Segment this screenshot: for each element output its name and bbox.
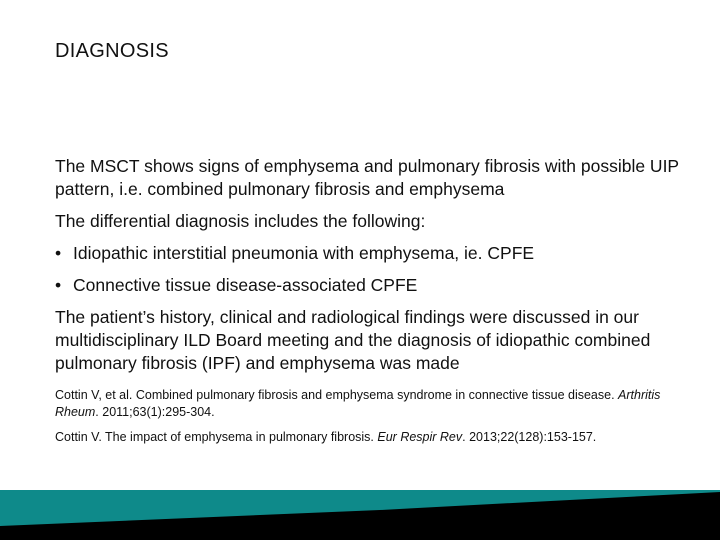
- reference-citation: . 2013;22(128):153-157.: [462, 430, 597, 444]
- reference-journal: Eur Respir Rev: [377, 430, 463, 444]
- reference-text: Cottin V, et al. Combined pulmonary fibrosis and emphysema syndrome in connective tissue disease.: [55, 388, 615, 402]
- slide-title: DIAGNOSIS: [55, 40, 169, 62]
- reference-journal: Arthritis Rheum: [55, 388, 661, 419]
- footer-decoration: [0, 490, 720, 540]
- bullet-text: Idiopathic interstitial pneumonia with emphysema, ie. CPFE: [73, 243, 535, 263]
- bullet-dot: •: [55, 243, 62, 263]
- reference-citation: . 2011;63(1):295-304.: [95, 405, 215, 419]
- paragraph-history: The patient’s history, clinical and radiological findings were discussed in our multidisciplinary ILD Board meeting and the diagnosis of idiopathic combined pulmonary fibrosis (IPF) and emphysema was made: [55, 307, 651, 373]
- slide-body: [55, 155, 685, 454]
- paragraph-msct: The MSCT shows signs of emphysema and pulmonary fibrosis with possible UIP pattern, i.e. combined pulmonary fibrosis and emphysema: [55, 156, 679, 199]
- reference-text: Cottin V. The impact of emphysema in pulmonary fibrosis.: [55, 430, 374, 444]
- references: [55, 387, 685, 446]
- bullet-dot: •: [55, 275, 62, 295]
- bullet-item: [55, 274, 685, 297]
- bullet-item: [55, 242, 685, 265]
- reference-item: [55, 387, 685, 421]
- paragraph-differential: The differential diagnosis includes the following:: [55, 211, 426, 231]
- reference-item: [55, 429, 685, 446]
- bullet-text: Connective tissue disease-associated CPFE: [73, 275, 418, 295]
